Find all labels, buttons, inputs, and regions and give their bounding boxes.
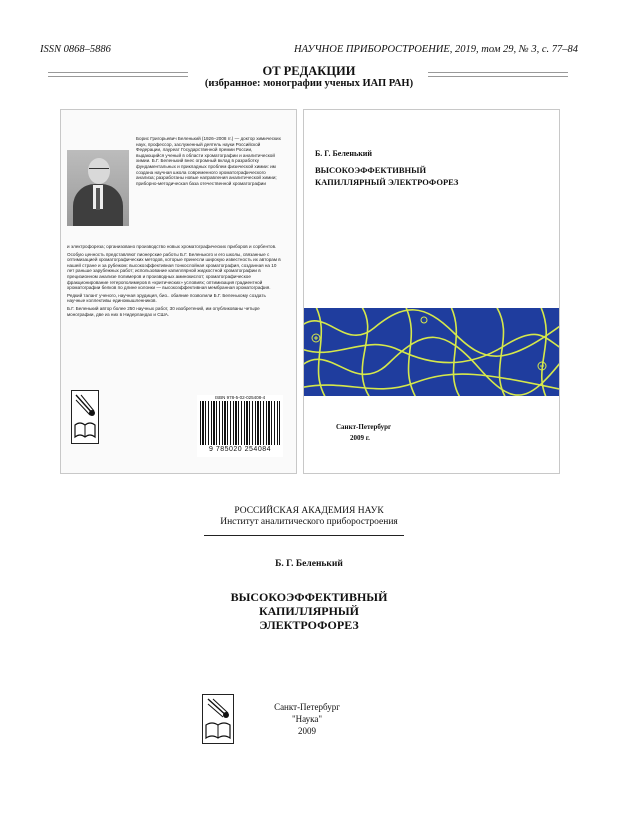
section-subtitle: (избранное: монографии ученых ИАП РАН) [204,78,414,89]
title-page-institute: Институт аналитического приборостроения [220,517,398,527]
title-line: ВЫСОКОЭФФЕКТИВНЫЙ [230,590,388,604]
journal-reference: НАУЧНОЕ ПРИБОРОСТРОЕНИЕ, 2019, том 29, № 3, c. 77–84 [294,44,578,55]
isbn-number: ISBN 978-5-02-025408-4 [214,395,266,400]
issn: ISSN 0868–5886 [40,44,111,55]
title-page-city: Санкт-Петербург [274,702,340,712]
book-front-cover [303,109,560,474]
capillary-pattern-icon [304,308,559,396]
barcode-digits: 9 785020 254084 [209,446,271,453]
title-page-rule [204,535,404,536]
title-page-year: 2009 [298,726,316,736]
book-back-cover [60,109,297,474]
cover-title-line2: КАПИЛЛЯРНЫЙ ЭЛЕКТРОФОРЕЗ [315,177,459,187]
bio-paragraph: и электрофореза; организовано производство новых хроматографических приборов и сорбентов. [67,244,277,249]
bio-paragraph: Б.Г. Беленький автор более 250 научных работ, 30 изобретений, им опубликованы четыре монографии, две из них в Нидерландах и США. [67,305,260,317]
nauka-logo-icon [202,694,234,744]
cover-city: Санкт-Петербург [336,423,392,431]
bio-paragraph: Особую ценность представляют пионерские работы Б.Г. Беленького и его школы, связанные с оптимизацией хроматографических методов, которые принесли широкую известность их авторам в нашей стране и за рубежом: высокоэффективная тонкослойная хроматография, созданная на 10 лет раньше зарубежных работ; использование капиллярной жидкостной хроматографии в прецизионном анализе полимеров и производных аминокислот; хроматографическое фракционирование гетерополимеров в «критических» условиях; оптимизация градиентной хроматографии белков по длине колонки — высокоэффективная мембранная хроматография. [67,251,281,291]
title-page-title [0,590,618,632]
title-page-publisher: "Наука" [291,714,323,724]
bio-paragraph: Редкий талант ученого, научная эрудиция, био.. обаяние позволили Б.Г. Беленькому создать научные коллективы единомышленников. [67,292,266,304]
isbn-barcode [197,395,283,457]
cover-pattern-band [304,308,559,396]
section-title: ОТ РЕДАКЦИИ [262,64,356,78]
author-bio-lead: Борис Григорьевич Беленький (1926–2008 гг.) — доктор химических наук, профессор, заслуженный деятель науки Российской Федерации, лауреат Государственной премии России, выдающийся ученый в области хроматографии и аналитической химии. Б.Г. Беленький внес огромный вклад в разработку фундаментальных и прикладных проблем физической химии: им создана научная школа современного хроматографического анализа; разработаны новые направления аналитической химии; приборно-методическая база отечественной хроматографии [136,136,281,186]
title-line: КАПИЛЛЯРНЫЙ [258,604,360,618]
title-page-academy: РОССИЙСКАЯ АКАДЕМИЯ НАУК [234,506,384,516]
cover-title-line1: ВЫСОКОЭФФЕКТИВНЫЙ [315,165,427,175]
title-line: ЭЛЕКТРОФОРЕЗ [259,618,359,632]
author-bio [67,244,283,319]
title-page-author: Б. Г. Беленький [275,559,343,569]
cover-author: Б. Г. Беленький [315,149,373,158]
author-portrait [67,150,129,226]
cover-year: 2009 г. [350,434,370,442]
nauka-logo-icon [71,390,99,444]
title-page-imprint [260,701,354,737]
barcode-bars [200,401,280,445]
